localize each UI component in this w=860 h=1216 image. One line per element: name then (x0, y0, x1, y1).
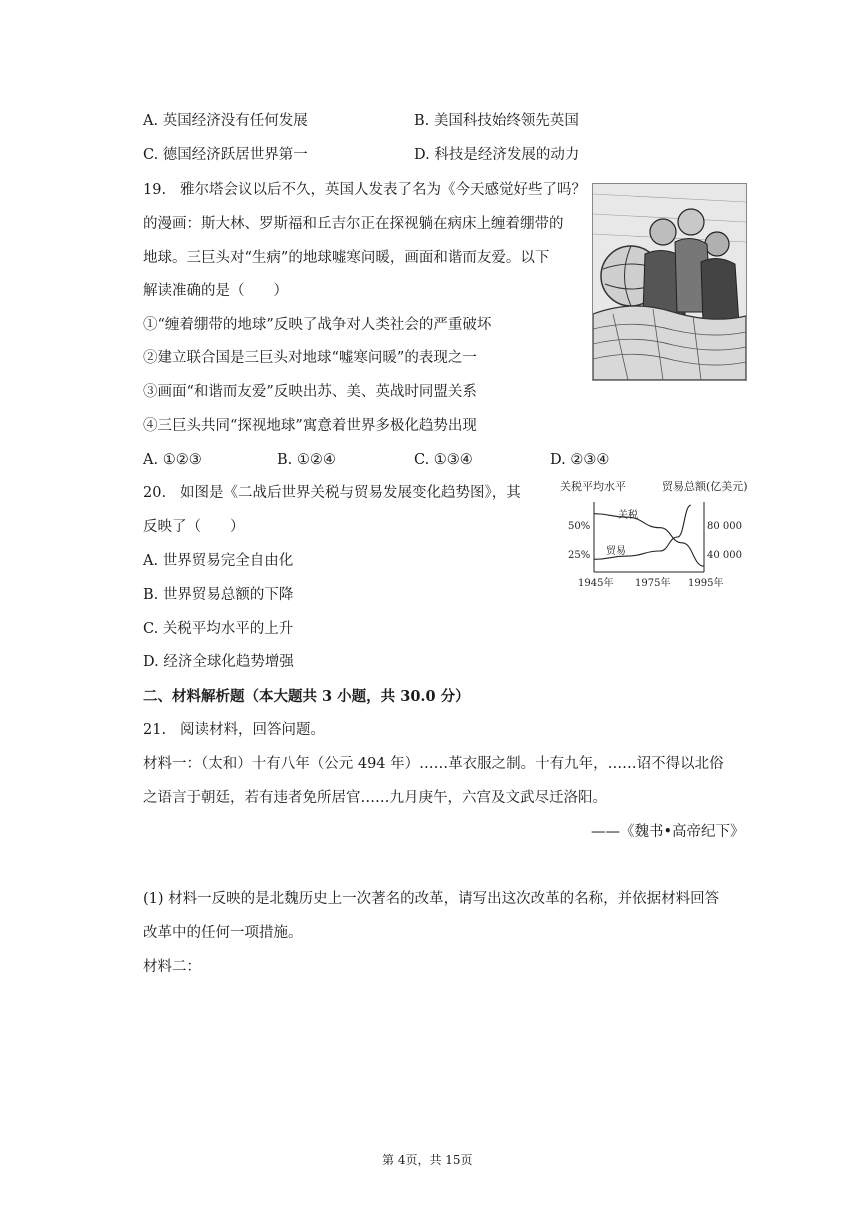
chart-series-label-trade: 贸易 (606, 546, 626, 557)
section-heading: 二、材料解析题（本大题共 3 小题，共 30.0 分） (143, 688, 470, 705)
material1-line: 材料一：（太和）十有八年（公元 494 年）……革衣服之制。十有九年，……诏不得以北俗 (143, 756, 724, 772)
material1-source: ——《魏书•高帝纪下》 (591, 824, 745, 840)
tariff-trade-chart (558, 478, 758, 590)
q19-text-line: 解读准确的是（ ） (143, 283, 288, 299)
q20-text-line: 如图是《二战后世界关税与贸易发展变化趋势图》，其 (180, 485, 521, 501)
q19-statement: ④三巨头共同“探视地球”寓意着世界多极化趋势出现 (143, 418, 477, 434)
sub-question-line: 改革中的任何一项措施。 (143, 925, 303, 941)
q21-intro: 阅读材料，回答问题。 (180, 722, 325, 738)
page-number: 第 4页，共 15页 (382, 1153, 473, 1167)
q19-option-c: C. ①③④ (414, 452, 473, 468)
chart-series-label-tariff: 关税 (618, 510, 638, 521)
q21-number: 21. (143, 722, 167, 738)
chart-x-tick: 1975年 (635, 578, 671, 589)
chart-left-tick: 50% (568, 521, 591, 532)
cartoon-image (592, 183, 747, 381)
chart-x-tick: 1945年 (578, 578, 614, 589)
sub-question-line: (1) 材料一反映的是北魏历史上一次著名的改革，请写出这次改革的名称，并依据材料回答 (143, 891, 720, 907)
q19-text-line: 地球。三巨头对“生病”的地球嘘寒问暖，画面和谐而友爱。以下 (143, 250, 550, 266)
chart-right-axis-label: 贸易总额(亿美元) (662, 480, 748, 493)
chart-left-tick: 25% (568, 550, 591, 561)
q18-option-c: C. 德国经济跃居世界第一 (143, 147, 308, 163)
q18-option-a: A. 英国经济没有任何发展 (143, 113, 308, 129)
q19-statement: ③画面“和谐而友爱”反映出苏、美、英战时同盟关系 (143, 384, 477, 400)
q20-text-line: 反映了（ ） (143, 519, 245, 535)
material1-line: 之语言于朝廷，若有违者免所居官……九月庚午，六宫及文武尽迁洛阳。 (143, 790, 607, 806)
q20-option-b: B. 世界贸易总额的下降 (143, 587, 294, 603)
q20-option-d: D. 经济全球化趋势增强 (143, 654, 294, 670)
q20-option-c: C. 关税平均水平的上升 (143, 621, 294, 637)
q20-option-a: A. 世界贸易完全自由化 (143, 553, 294, 569)
q19-text-line: 的漫画：斯大林、罗斯福和丘吉尔正在探视躺在病床上缠着绷带的 (143, 216, 564, 232)
q19-number: 19. (143, 182, 167, 198)
chart-series-tariff-line (594, 514, 704, 567)
q19-option-a: A. ①②③ (143, 452, 202, 468)
q20-number: 20. (143, 485, 167, 501)
material2-label: 材料二： (143, 959, 201, 975)
q18-option-d: D. 科技是经济发展的动力 (414, 147, 580, 163)
q19-option-b: B. ①②④ (277, 452, 336, 468)
q19-statement: ②建立联合国是三巨头对地球“嘘寒问暖”的表现之一 (143, 350, 477, 366)
chart-right-tick: 80 000 (707, 521, 742, 532)
q19-text-line: 雅尔塔会议以后不久，英国人发表了名为《今天感觉好些了吗？ (180, 182, 586, 198)
q19-statement: ①“缠着绷带的地球”反映了战争对人类社会的严重破坏 (143, 317, 492, 333)
chart-x-tick: 1995年 (688, 578, 724, 589)
q18-option-b: B. 美国科技始终领先英国 (414, 113, 579, 129)
chart-left-axis-label: 关税平均水平 (560, 480, 626, 493)
chart-right-tick: 40 000 (707, 550, 742, 561)
q19-option-d: D. ②③④ (550, 452, 610, 468)
